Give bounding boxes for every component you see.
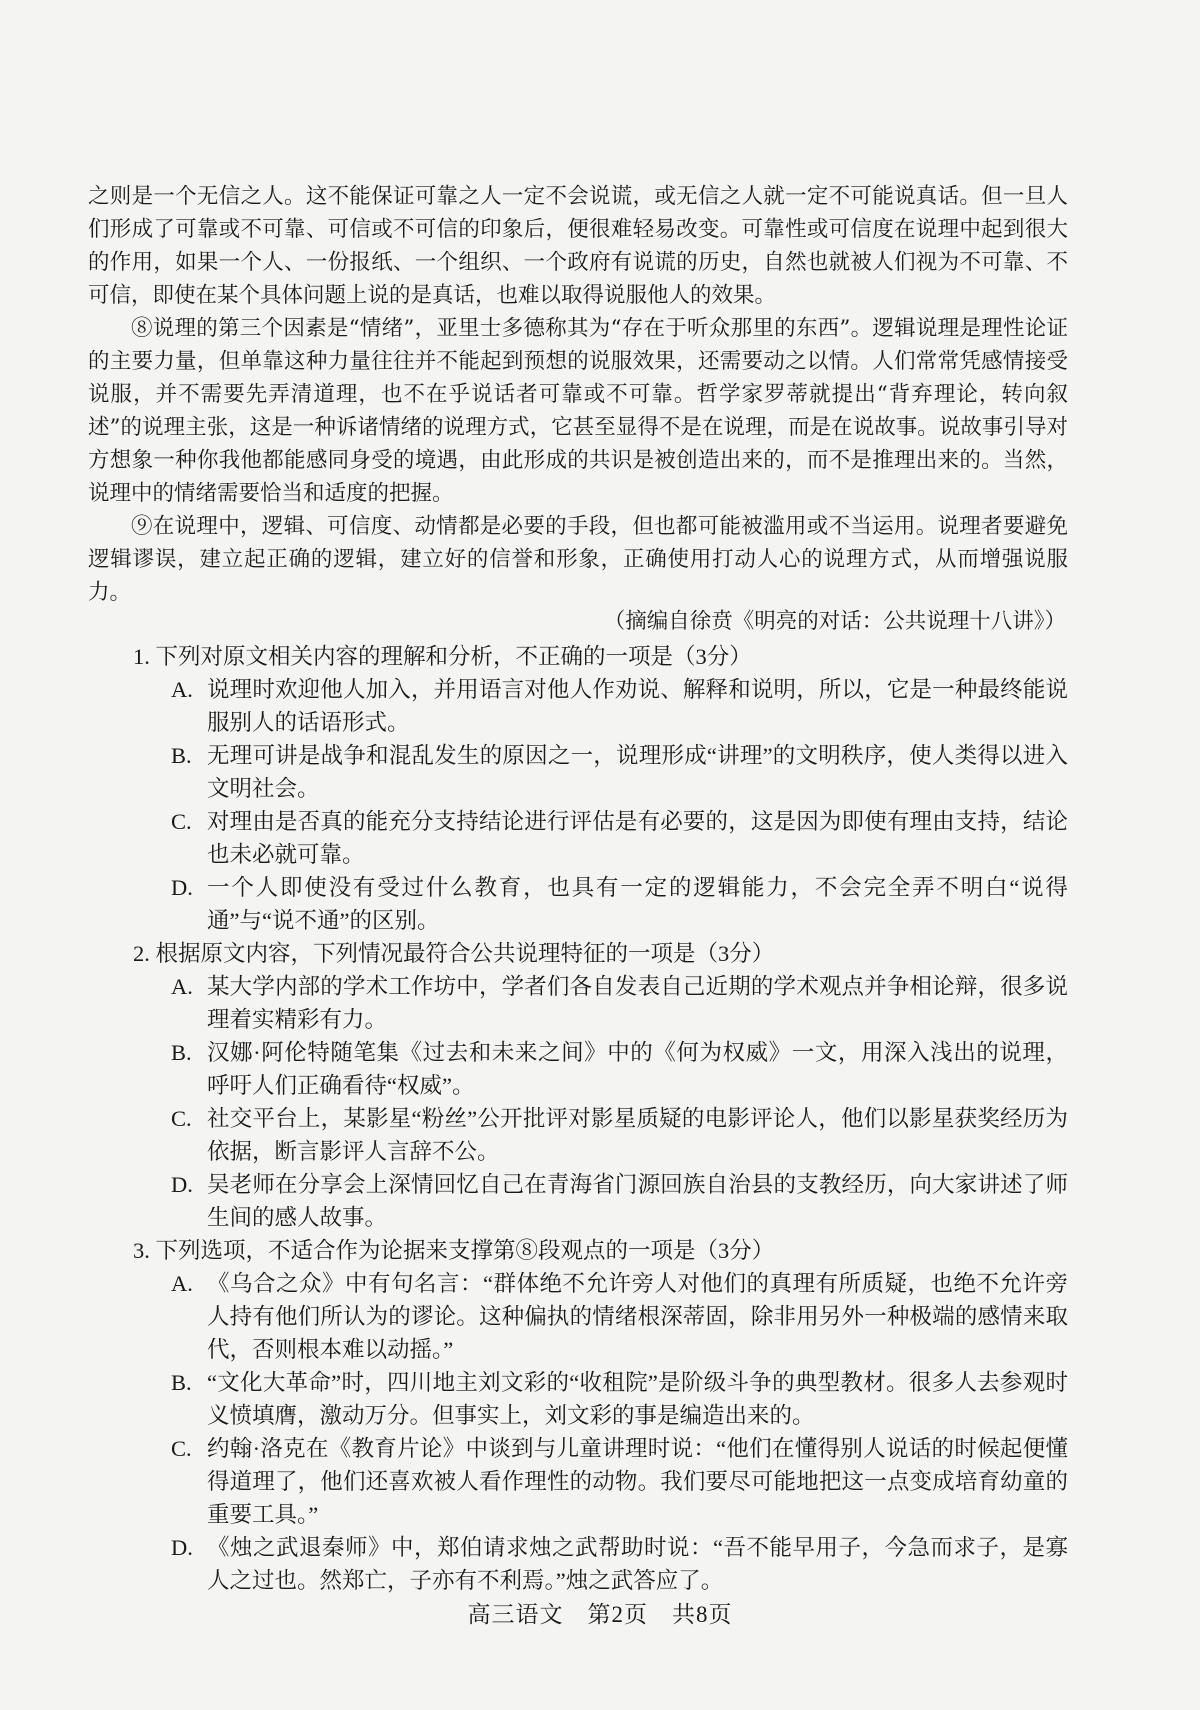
option-letter: B. [171, 743, 192, 768]
reading-passage [88, 180, 1068, 609]
option-letter: D. [171, 1172, 193, 1197]
option-c [171, 1432, 1068, 1531]
option-letter: A. [171, 1271, 193, 1296]
option-text: 吴老师在分享会上深情回忆自己在青海省门源回族自治县的支教经历，向大家讲述了师生间的感人故事。 [207, 1172, 1068, 1230]
passage-paragraph-9: ⑨在说理中，逻辑、可信度、动情都是必要的手段，但也都可能被滥用或不当运用。说理者要避免逻辑谬误，建立起正确的逻辑，建立好的信誉和形象，正确使用打动人心的说理方式，从而增强说服力。 [88, 514, 1068, 605]
question-stem: 3. 下列选项，不适合作为论据来支撑第⑧段观点的一项是（3分） [133, 1238, 775, 1263]
passage-paragraph-8: ⑧说理的第三个因素是“情绪”，亚里士多德称其为“存在于听众那里的东西”。逻辑说理是理性论证的主要力量，但单靠这种力量往往并不能起到预想的说服效果，还需要动之以情。人们常常凭感情接受说服，并不需要先弄清道理，也不在乎说话者可靠或不可靠。哲学家罗蒂就提出“背弃理论，转向叙述”的说理主张，这是一种诉诸情绪的说理方式，它甚至显得不是在说理，而是在说故事。说故事引导对方想象一种你我他都能感同身受的境遇，由此形成的共识是被创造出来的，而不是推理出来的。当然，说理中的情绪需要恰当和适度的把握。 [88, 316, 1068, 506]
option-b [171, 1036, 1068, 1102]
option-text: 对理由是否真的能充分支持结论进行评估是有必要的，这是因为即使有理由支持，结论也未必就可靠。 [207, 809, 1068, 867]
option-a [171, 1267, 1068, 1366]
option-text: 约翰·洛克在《教育片论》中谈到与儿童讲理时说：“他们在懂得别人说话的时候起便懂得道理了，他们还喜欢被人看作理性的动物。我们要尽可能地把这一点变成培育幼童的重要工具。” [207, 1436, 1068, 1527]
option-letter: A. [171, 974, 193, 999]
option-text: 《乌合之众》中有句名言：“群体绝不允许旁人对他们的真理有所质疑，也绝不允许旁人持有他们所认为的谬论。这种偏执的情绪根深蒂固，除非用另外一种极端的感情来取代，否则根本难以动摇。” [207, 1271, 1068, 1362]
option-b [171, 1366, 1068, 1432]
option-a [171, 970, 1068, 1036]
option-text: 某大学内部的学术工作坊中，学者们各自发表自己近期的学术观点并争相论辩，很多说理着实精彩有力。 [207, 974, 1068, 1032]
option-text: 社交平台上，某影星“粉丝”公开批评对影星质疑的电影评论人，他们以影星获奖经历为依据，断言影评人言辞不公。 [207, 1106, 1068, 1164]
option-letter: C. [171, 1106, 192, 1131]
option-text: 汉娜·阿伦特随笔集《过去和未来之间》中的《何为权威》一文，用深入浅出的说理，呼吁人们正确看待“权威”。 [207, 1040, 1068, 1098]
question-stem: 1. 下列对原文相关内容的理解和分析，不正确的一项是（3分） [133, 644, 752, 669]
option-text: 无理可讲是战争和混乱发生的原因之一，说理形成“讲理”的文明秩序，使人类得以进入文明社会。 [207, 743, 1068, 801]
option-text: 说理时欢迎他人加入，并用语言对他人作劝说、解释和说明，所以，它是一种最终能说服别人的话语形式。 [207, 677, 1068, 735]
passage-source: （摘编自徐贲《明亮的对话：公共说理十八讲》） [603, 609, 1066, 634]
question-1 [133, 640, 1068, 937]
question-list [133, 640, 1068, 1597]
option-letter: D. [171, 875, 193, 900]
question-3 [133, 1234, 1068, 1597]
option-text: 《烛之武退秦师》中，郑伯请求烛之武帮助时说：“吾不能早用子，今急而求子，是寡人之过也。然郑亡，子亦有不利焉。”烛之武答应了。 [207, 1535, 1068, 1593]
option-d [171, 871, 1068, 937]
option-text: 一个人即使没有受过什么教育，也具有一定的逻辑能力，不会完全弄不明白“说得通”与“说不通”的区别。 [207, 875, 1068, 933]
option-c [171, 1102, 1068, 1168]
question-stem: 2. 根据原文内容，下列情况最符合公共说理特征的一项是（3分） [133, 941, 775, 966]
option-d [171, 1168, 1068, 1234]
option-c [171, 805, 1068, 871]
option-letter: C. [171, 809, 192, 834]
question-2 [133, 937, 1068, 1234]
option-letter: D. [171, 1535, 193, 1560]
option-b [171, 739, 1068, 805]
option-a [171, 673, 1068, 739]
option-text: “文化大革命”时，四川地主刘文彩的“收租院”是阶级斗争的典型教材。很多人去参观时义愤填膺，激动万分。但事实上，刘文彩的事是编造出来的。 [207, 1370, 1068, 1428]
option-letter: B. [171, 1040, 192, 1065]
option-d [171, 1531, 1068, 1597]
page-footer: 高三语文 第2页 共8页 [467, 1602, 733, 1627]
option-letter: B. [171, 1370, 192, 1395]
option-letter: C. [171, 1436, 192, 1461]
option-letter: A. [171, 677, 193, 702]
passage-paragraph-continued: 之则是一个无信之人。这不能保证可靠之人一定不会说谎，或无信之人就一定不可能说真话。但一旦人们形成了可靠或不可靠、可信或不可信的印象后，便很难轻易改变。可靠性或可信度在说理中起到很大的作用，如果一个人、一份报纸、一个组织、一个政府有说谎的历史，自然也就被人们视为不可靠、不可信，即使在某个具体问题上说的是真话，也难以取得说服他人的效果。 [88, 184, 1068, 308]
